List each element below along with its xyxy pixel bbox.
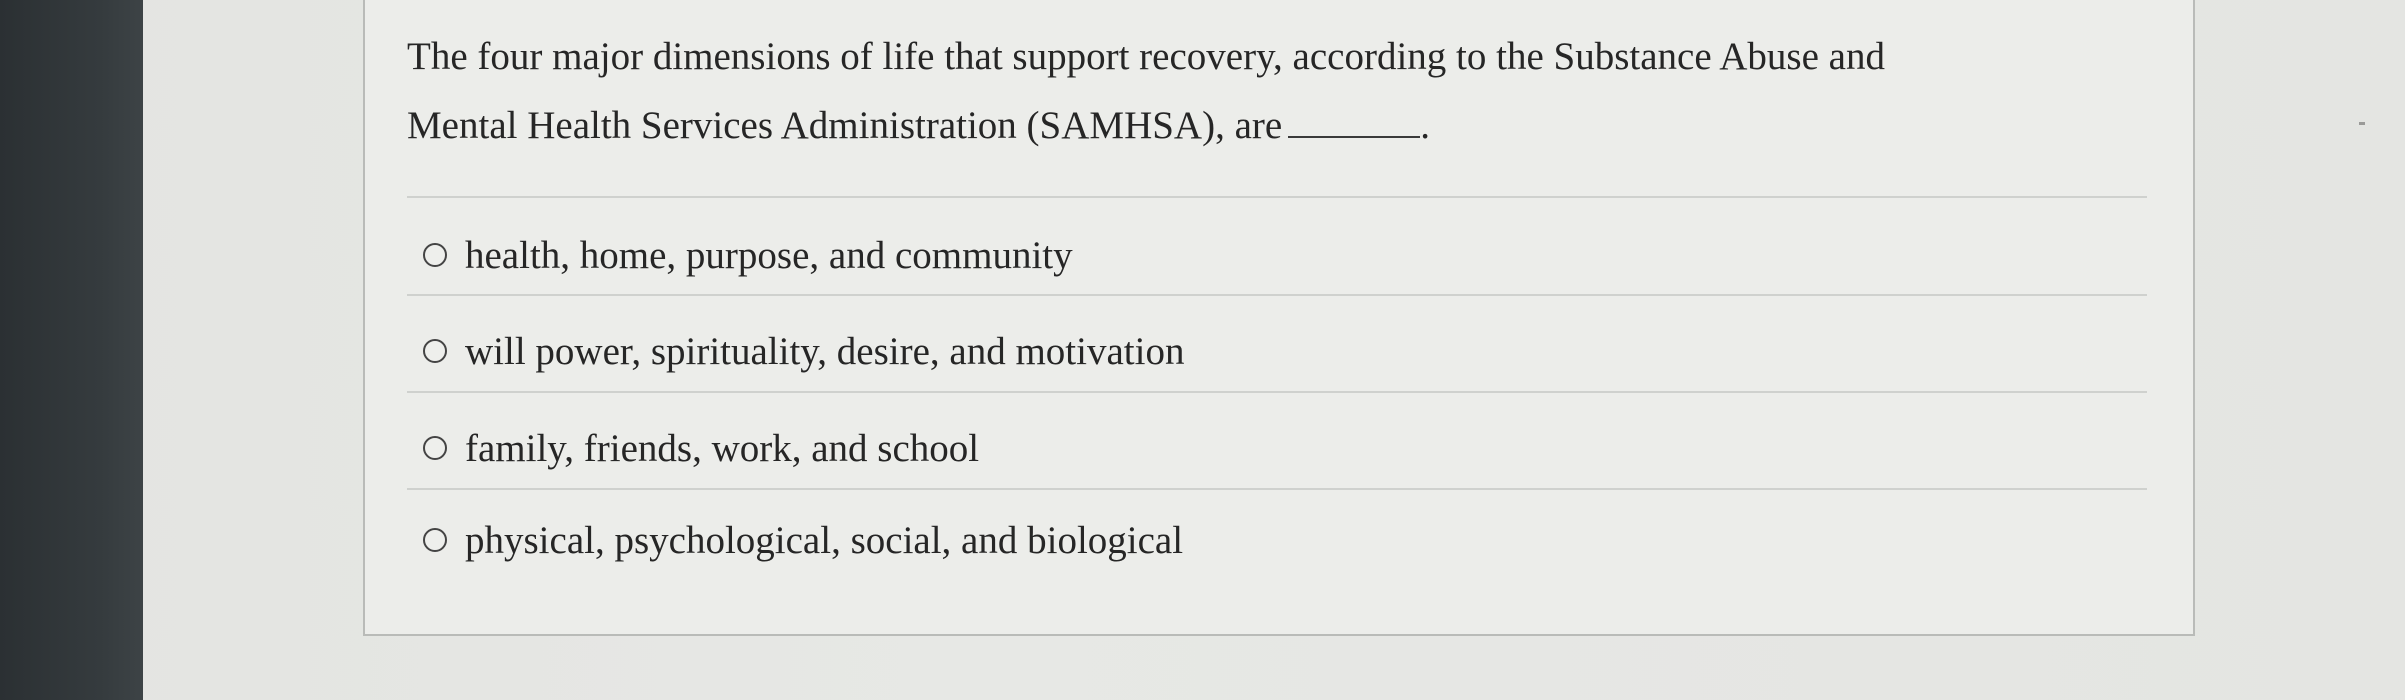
divider [407, 196, 2147, 198]
question-line-2: Mental Health Services Administration (SAMHSA), are [407, 104, 1283, 147]
radio-button-icon[interactable] [423, 243, 447, 267]
divider [407, 488, 2147, 490]
divider [407, 391, 2147, 393]
option-2[interactable] [423, 321, 1184, 381]
option-label: will power, spirituality, desire, and motivation [465, 329, 1185, 373]
screen-speck [2359, 122, 2365, 125]
option-1[interactable] [423, 225, 1073, 285]
question-text [407, 22, 2147, 160]
radio-button-icon[interactable] [423, 339, 447, 363]
option-3[interactable] [423, 418, 979, 478]
radio-button-icon[interactable] [423, 436, 447, 460]
option-4[interactable] [423, 510, 1183, 570]
screen-bezel [0, 0, 143, 700]
divider [407, 294, 2147, 296]
blank-suffix: . [1420, 104, 1430, 147]
answer-blank [1288, 108, 1420, 138]
option-label: family, friends, work, and school [465, 426, 980, 470]
option-label: health, home, purpose, and community [465, 233, 1073, 277]
radio-button-icon[interactable] [423, 528, 447, 552]
option-label: physical, psychological, social, and biological [465, 518, 1184, 562]
question-card [363, 0, 2195, 636]
question-line-1: The four major dimensions of life that support recovery, according to the Substance Abuse and [407, 35, 1885, 78]
